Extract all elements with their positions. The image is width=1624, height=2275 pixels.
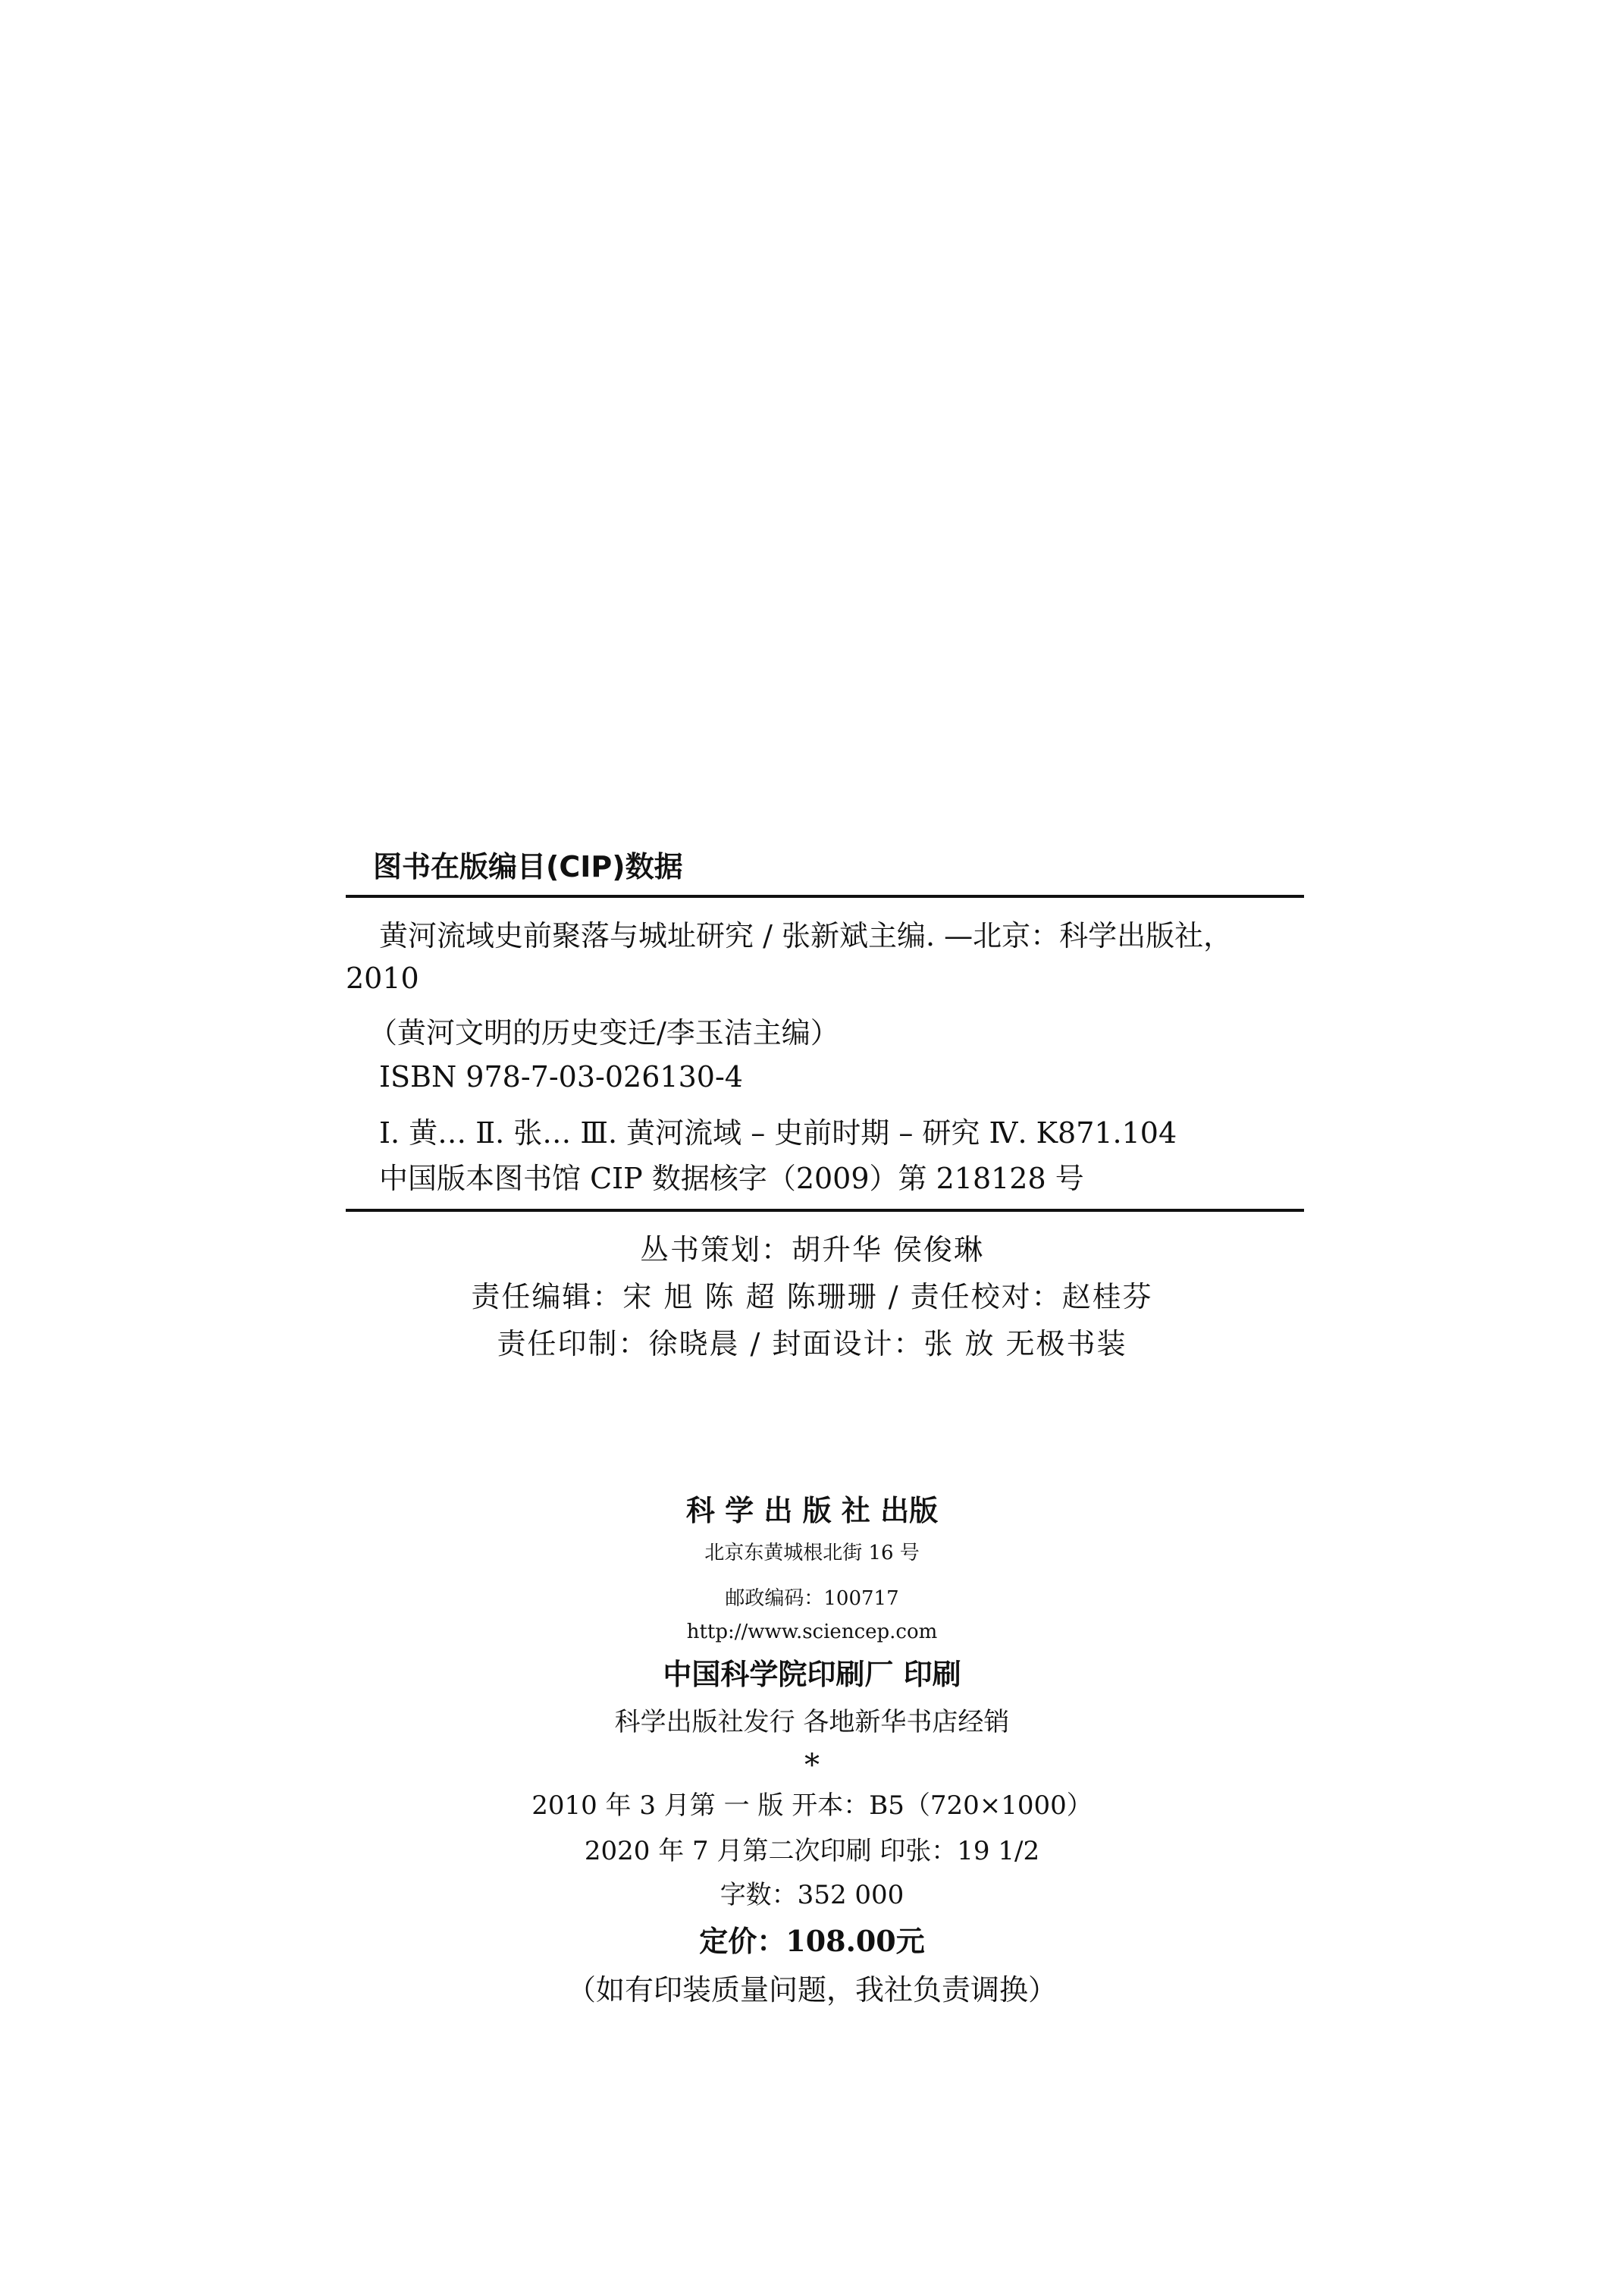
cip-line-series: （黄河文明的历史变迁/李玉洁主编） — [368, 1016, 839, 1050]
cip-heading: 图书在版编目(CIP)数据 — [373, 850, 683, 883]
cip-bottom-rule — [346, 1209, 1304, 1212]
publisher-line: 科 学 出 版 社 出版 — [685, 1493, 939, 1527]
cip-line-cip-number: 中国版本图书馆 CIP 数据核字（2009）第 218128 号 — [379, 1162, 1084, 1195]
credit-printing-design: 责任印制：徐晓晨 / 封面设计：张 放 无极书装 — [497, 1327, 1127, 1360]
distribution-line: 科学出版社发行 各地新华书店经销 — [614, 1707, 1010, 1737]
postcode: 邮政编码：100717 — [725, 1587, 899, 1610]
printer-line: 中国科学院印刷厂 印刷 — [663, 1657, 961, 1691]
credit-editors: 责任编辑：宋 旭 陈 超 陈珊珊 / 责任校对：赵桂芬 — [471, 1280, 1153, 1313]
separator-star: * — [804, 1748, 820, 1783]
cip-line-isbn: ISBN 978-7-03-026130-4 — [379, 1060, 743, 1094]
cip-top-rule — [346, 895, 1304, 898]
credit-series-planning: 丛书策划：胡升华 侯俊琳 — [639, 1233, 985, 1266]
website: http://www.sciencep.com — [686, 1621, 938, 1643]
price: 定价：108.00元 — [699, 1924, 925, 1958]
word-count: 字数：352 000 — [720, 1880, 904, 1910]
cip-line-title: 黄河流域史前聚落与城址研究 / 张新斌主编. —北京：科学出版社， — [379, 919, 1233, 952]
cip-line-year: 2010 — [346, 962, 419, 995]
edition-line: 2010 年 3 月第 一 版 开本：B5（720×1000） — [531, 1790, 1093, 1821]
printing-line: 2020 年 7 月第二次印刷 印张：19 1/2 — [584, 1836, 1040, 1866]
cip-line-subjects: Ⅰ. 黄… Ⅱ. 张… Ⅲ. 黄河流域 – 史前时期 – 研究 Ⅳ. K871.104 — [379, 1116, 1177, 1150]
quality-notice: （如有印装质量问题，我社负责调换） — [566, 1973, 1057, 2007]
publisher-address: 北京东黄城根北街 16 号 — [704, 1542, 920, 1564]
